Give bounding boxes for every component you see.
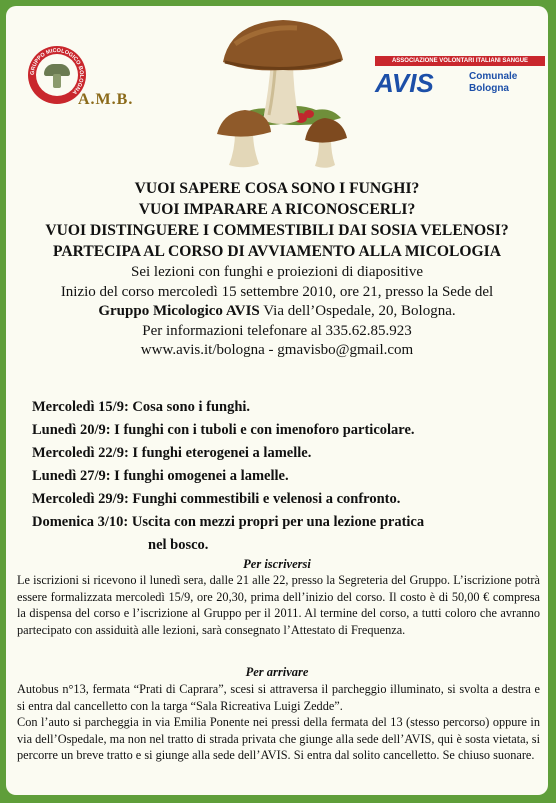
avis-bologna: Bologna xyxy=(469,83,509,94)
headline-line: VUOI IMPARARE A RICONOSCERLI? xyxy=(138,201,416,218)
amb-logo-text: A.M.B. xyxy=(78,91,134,108)
headline xyxy=(6,178,548,262)
venue-name: Gruppo Micologico AVIS xyxy=(98,303,260,319)
web-email-line: www.avis.it/bologna - gmavisbo@gmail.com xyxy=(140,342,414,358)
avis-comunale: Comunale xyxy=(469,71,518,82)
lesson-schedule xyxy=(32,399,542,560)
intro-line: Sei lezioni con funghi e proiezioni di diapositive xyxy=(130,264,424,280)
arrivare-car-text: Con l’auto si parcheggia in via Emilia Ponente nei pressi della fermata del 13 (stesso percorso) oppure in via dell’Ospedale, ma non nel tratto di strada privata che giunge alla sede dell’AVIS, qui è sosta vietata, si percorre un breve tratto e si giunge alla sede dell’AVIS. Si entra dal solito cancelletto. Se chiuso suonare. xyxy=(17,715,540,762)
headline-line: VUOI DISTINGUERE I COMMESTIBILI DAI SOSIA VELENOSI? xyxy=(45,222,509,239)
intro-line: Inizio del corso mercoledì 15 settembre 2010, ore 21, presso la Sede del xyxy=(60,283,494,300)
iscriversi-text: Le iscrizioni si ricevono il lunedì sera, dalle 21 alle 22, presso la Segreteria del Gruppo. L’iscrizione potrà essere formalizzata mercoledì 15/9, ore 20,30, prima dell’inizio del corso. Il costo è di 50,00 € compresa la dispensa del corso e l’iscrizione al Gruppo per il 2011. Al termine del corso, a tutti coloro che avranno partecipato con assiduità alle lezioni, sarà consegnato l’Attestato di Frequenza. xyxy=(17,573,540,637)
arrivare-title: Per arrivare xyxy=(245,665,309,679)
schedule-item-continuation: nel bosco. xyxy=(148,537,209,553)
svg-text:GRUPPO MICOLOGICO BOLOGNA: GRUPPO MICOLOGICO BOLOGNA xyxy=(29,47,85,96)
schedule-item: Mercoledì 15/9: Cosa sono i funghi. xyxy=(32,399,251,415)
arrivare-bus-text: Autobus n°13, fermata “Prati di Caprara”, scesi si attraversa il parcheggio illuminato, si svolta a destra e si entra dal cancelletto con la targa “Sala Ricreativa Luigi Zedde”. xyxy=(17,682,540,713)
course-intro xyxy=(6,263,548,361)
schedule-item: Mercoledì 22/9: I funghi eterogenei a lamelle. xyxy=(32,445,312,461)
flyer xyxy=(6,6,548,795)
venue-address: Via dell’Ospedale, 20, Bologna. xyxy=(259,303,456,319)
intro-venue-line xyxy=(6,302,548,322)
schedule-item: Lunedì 20/9: I funghi con i tuboli e con imenoforo particolare. xyxy=(32,422,415,438)
schedule-item: Domenica 3/10: Uscita con mezzi propri per una lezione pratica xyxy=(32,514,425,530)
iscriversi-title: Per iscriversi xyxy=(243,557,311,571)
porcini-mushrooms-illustration xyxy=(201,10,371,170)
schedule-item: Mercoledì 29/9: Funghi commestibili e velenosi a confronto. xyxy=(32,491,401,507)
phone-line: Per informazioni telefonare al 335.62.85.923 xyxy=(142,322,412,339)
headline-line: PARTECIPA AL CORSO DI AVVIAMENTO ALLA MICOLOGIA xyxy=(53,243,501,260)
schedule-item: Lunedì 27/9: I funghi omogenei a lamelle. xyxy=(32,468,289,484)
avis-association-bar: ASSOCIAZIONE VOLONTARI ITALIANI SANGUE xyxy=(375,56,545,66)
avis-wordmark: AVIS xyxy=(375,68,434,98)
headline-line: VUOI SAPERE COSA SONO I FUNGHI? xyxy=(134,180,420,197)
